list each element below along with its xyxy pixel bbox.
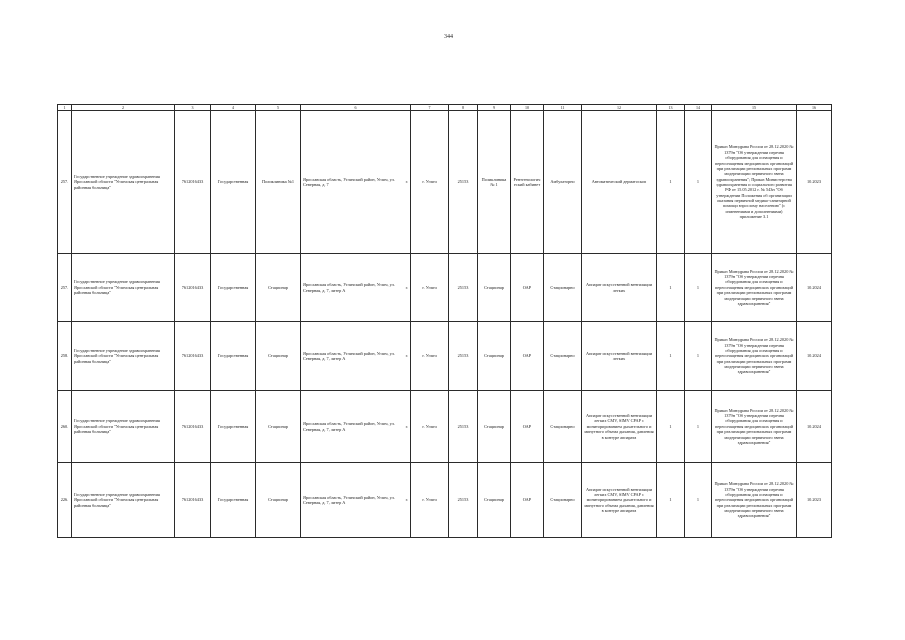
address-cell <box>301 111 411 254</box>
postal-index: 25153 <box>449 391 478 463</box>
care-mode: Стационарно <box>544 322 582 391</box>
quantity-plan: 1 <box>657 254 685 322</box>
row-number: 226. <box>58 463 72 538</box>
address-mark: г. <box>405 353 408 359</box>
header-cell: 1 <box>58 105 72 111</box>
city: г. Углич <box>411 322 449 391</box>
department: Стационар <box>478 254 511 322</box>
header-cell: 7 <box>411 105 449 111</box>
table-row <box>58 111 832 254</box>
page-number: 344 <box>444 34 453 40</box>
header-cell: 4 <box>211 105 256 111</box>
address-mark: г. <box>405 284 408 290</box>
address: Ярославская область, Угличский район, Углич, ул. Северная, д. 7, литер А <box>303 282 395 293</box>
inn: 7612016433 <box>175 463 211 538</box>
header-cell: 3 <box>175 105 211 111</box>
quantity-plan: 1 <box>657 111 685 254</box>
legal-basis: Приказ Минздрава России от 28.12.2020 № 1379н "Об утверждении перечня оборудования для оснащения и переоснащения медицинских организаций при реализации региональных программ модернизации первичного звена здравоохранения" <box>712 463 797 538</box>
address: Ярославская область, Угличский район, Углич, ул. Северная, д. 7, литер А <box>303 494 395 505</box>
city: г. Углич <box>411 391 449 463</box>
equipment-name: Аппарат искусственной вентиляции легких <box>582 254 657 322</box>
quantity-fact: 1 <box>685 322 712 391</box>
address-mark: г. <box>405 179 408 185</box>
room: ОАР <box>511 322 544 391</box>
inn: 7612016433 <box>175 391 211 463</box>
room: ОАР <box>511 391 544 463</box>
ownership-form: Государственная <box>211 254 256 322</box>
care-mode: Стационарно <box>544 254 582 322</box>
legal-basis: Приказ Минздрава России от 28.12.2020 № 1379н "Об утверждении перечня оборудования для оснащения и переоснащения медицинских организаций при реализации региональных программ модернизации первичного звена здравоохранения"; Приказ Министерства здравоохранения и социального развития РФ от 15.05.2012 г. № 543н "Об утверждении Положения об организации оказания первичной медико-санитарной помощи взрослому населению" (с изменениями и дополнениями) приложение 3.1 <box>712 111 797 254</box>
organization-name: Государственное учреждение здравоохранения Ярославской области "Угличская центральная районная больница" <box>72 254 175 322</box>
organization-name: Государственное учреждение здравоохранения Ярославской области "Угличская центральная районная больница" <box>72 322 175 391</box>
postal-index: 25153 <box>449 322 478 391</box>
address-cell <box>301 322 411 391</box>
legal-basis: Приказ Минздрава России от 28.12.2020 № 1379н "Об утверждении перечня оборудования для оснащения и переоснащения медицинских организаций при реализации региональных программ модернизации первичного звена здравоохранения" <box>712 322 797 391</box>
equipment-name: Автоматический дерматоскоп <box>582 111 657 254</box>
department: Стационар <box>478 322 511 391</box>
header-cell: 16 <box>797 105 832 111</box>
city: г. Углич <box>411 111 449 254</box>
ownership-form: Государственная <box>211 111 256 254</box>
inn: 7612016433 <box>175 254 211 322</box>
header-cell: 14 <box>685 105 712 111</box>
row-number: 260. <box>58 391 72 463</box>
header-cell: 2 <box>72 105 175 111</box>
header-cell: 5 <box>256 105 301 111</box>
header-cell: 8 <box>449 105 478 111</box>
address-cell <box>301 254 411 322</box>
row-number: 258. <box>58 322 72 391</box>
row-number: 257. <box>58 111 72 254</box>
address-mark: г. <box>405 497 408 503</box>
address: Ярославская область, Угличский район, Углич, ул. Северная, д. 7, литер А <box>303 421 395 432</box>
header-cell: 13 <box>657 105 685 111</box>
organization-name: Государственное учреждение здравоохранения Ярославской области "Угличская центральная районная больница" <box>72 463 175 538</box>
organization-name: Государственное учреждение здравоохранения Ярославской области "Угличская центральная районная больница" <box>72 391 175 463</box>
due-date: 10.2023 <box>797 111 832 254</box>
care-mode: Стационарно <box>544 463 582 538</box>
structural-unit: Стационар <box>256 391 301 463</box>
ownership-form: Государственная <box>211 463 256 538</box>
table-row <box>58 322 832 391</box>
inn: 7612016433 <box>175 111 211 254</box>
structural-unit: Стационар <box>256 254 301 322</box>
quantity-fact: 1 <box>685 391 712 463</box>
quantity-plan: 1 <box>657 391 685 463</box>
equipment-table <box>57 104 832 538</box>
due-date: 10.2023 <box>797 463 832 538</box>
header-cell: 6 <box>301 105 411 111</box>
due-date: 10.2024 <box>797 322 832 391</box>
care-mode: Амбулаторно <box>544 111 582 254</box>
quantity-fact: 1 <box>685 111 712 254</box>
structural-unit: Стационар <box>256 463 301 538</box>
postal-index: 25153 <box>449 254 478 322</box>
address-cell <box>301 391 411 463</box>
quantity-plan: 1 <box>657 322 685 391</box>
address-cell <box>301 463 411 538</box>
row-number: 257. <box>58 254 72 322</box>
header-cell: 12 <box>582 105 657 111</box>
address-mark: г. <box>405 423 408 429</box>
equipment-name: Аппарат искусственной вентиляции легких СМV, SIMV CPAP с мониторированием дыхательного и минутного объема дыхания, давления в контуре аппарата <box>582 391 657 463</box>
city: г. Углич <box>411 463 449 538</box>
header-cell: 11 <box>544 105 582 111</box>
department: Поликлиника № 1 <box>478 111 511 254</box>
quantity-plan: 1 <box>657 463 685 538</box>
room: ОАР <box>511 463 544 538</box>
legal-basis: Приказ Минздрава России от 28.12.2020 № 1379н "Об утверждении перечня оборудования для оснащения и переоснащения медицинских организаций при реализации региональных программ модернизации первичного звена здравоохранения" <box>712 254 797 322</box>
address: Ярославская область, Угличский район, Углич, ул. Северная, д. 7 <box>303 176 395 187</box>
due-date: 10.2024 <box>797 391 832 463</box>
table-row <box>58 463 832 538</box>
room: ОАР <box>511 254 544 322</box>
postal-index: 25153 <box>449 463 478 538</box>
inn: 7612016433 <box>175 322 211 391</box>
equipment-name: Аппарат искусственной вентиляции легких <box>582 322 657 391</box>
legal-basis: Приказ Минздрава России от 28.12.2020 № 1379н "Об утверждении перечня оборудования для оснащения и переоснащения медицинских организаций при реализации региональных программ модернизации первичного звена здравоохранения" <box>712 391 797 463</box>
table-row <box>58 391 832 463</box>
address: Ярославская область, Угличский район, Углич, ул. Северная, д. 7, литер А <box>303 350 395 361</box>
header-cell: 10 <box>511 105 544 111</box>
department: Стационар <box>478 391 511 463</box>
city: г. Углич <box>411 254 449 322</box>
postal-index: 25153 <box>449 111 478 254</box>
structural-unit: Поликлиника №1 <box>256 111 301 254</box>
ownership-form: Государственная <box>211 391 256 463</box>
room: Рентгенологический кабинет <box>511 111 544 254</box>
department: Стационар <box>478 463 511 538</box>
header-cell: 9 <box>478 105 511 111</box>
quantity-fact: 1 <box>685 463 712 538</box>
structural-unit: Стационар <box>256 322 301 391</box>
quantity-fact: 1 <box>685 254 712 322</box>
header-cell: 15 <box>712 105 797 111</box>
due-date: 10.2024 <box>797 254 832 322</box>
ownership-form: Государственная <box>211 322 256 391</box>
equipment-name: Аппарат искусственной вентиляции легких СМV, SIMV CPAP с мониторированием дыхательного и минутного объема дыхания, давления в контуре аппарата <box>582 463 657 538</box>
care-mode: Стационарно <box>544 391 582 463</box>
organization-name: Государственное учреждение здравоохранения Ярославской области "Угличская центральная районная больница" <box>72 111 175 254</box>
table-row <box>58 254 832 322</box>
